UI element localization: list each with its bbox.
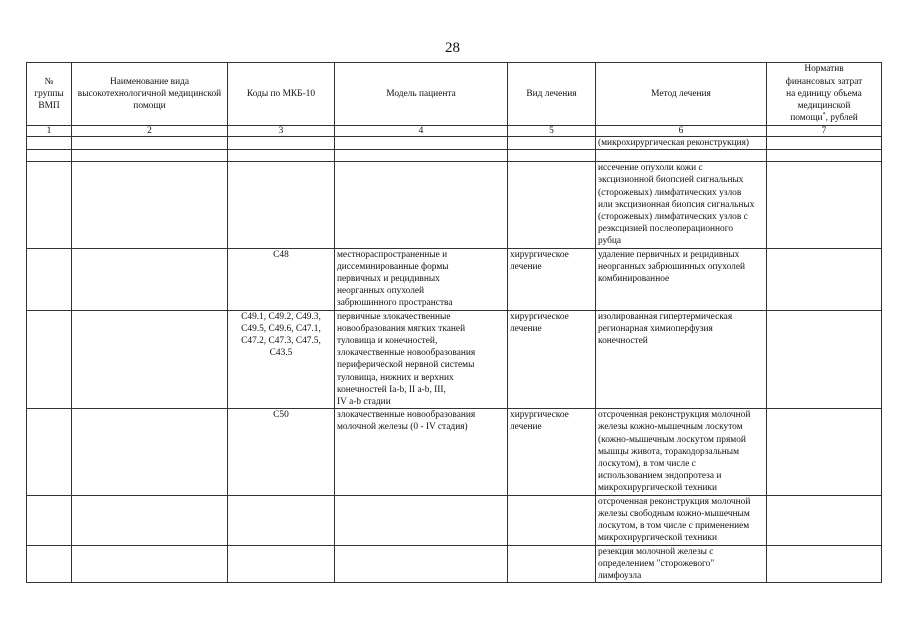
cell-group-number — [27, 150, 72, 162]
header-treatment-type: Вид лечения — [508, 63, 596, 126]
header-group-number: № группы ВМП — [27, 63, 72, 126]
cell-icd-codes — [228, 162, 335, 248]
cell-care-type — [72, 248, 228, 310]
cell-treatment-method — [596, 150, 767, 162]
cell-group-number — [27, 310, 72, 409]
header-care-type: Наименование вида высокотехнологичной медицинской помощи — [72, 63, 228, 126]
cell-patient-model: местнораспространенные и диссеминированные формы первичных и рецидивных неорганных опухолей забрюшинного пространства — [335, 248, 508, 310]
treatment-methods-table — [26, 62, 882, 583]
column-number: 4 — [335, 126, 508, 137]
cell-care-type — [72, 310, 228, 409]
table-row — [27, 162, 882, 248]
cell-cost-standard — [767, 150, 882, 162]
cell-icd-codes: C50 — [228, 409, 335, 495]
cell-icd-codes — [228, 495, 335, 545]
cell-group-number — [27, 248, 72, 310]
header-cost-standard — [767, 63, 882, 126]
page-number: 28 — [445, 40, 460, 56]
cell-treatment-type: хирургическое лечение — [508, 248, 596, 310]
cell-treatment-method: отсроченная реконструкция молочной железы кожно-мышечным лоскутом (кожно-мышечным лоскутом прямой мышцы живота, торакодорзальным лоскутом), в том числе с использованием эндопротеза и микрохирургической техники — [596, 409, 767, 495]
column-number: 1 — [27, 126, 72, 137]
cell-cost-standard — [767, 545, 882, 583]
cell-treatment-type — [508, 162, 596, 248]
table-row — [27, 545, 882, 583]
cell-treatment-method: отсроченная реконструкция молочной железы свободным кожно-мышечным лоскутом, в том числе с применением микрохирургической техники — [596, 495, 767, 545]
cell-treatment-type — [508, 495, 596, 545]
cell-patient-model — [335, 162, 508, 248]
cell-group-number — [27, 495, 72, 545]
header-icd-codes: Коды по МКБ-10 — [228, 63, 335, 126]
column-number: 3 — [228, 126, 335, 137]
column-number: 6 — [596, 126, 767, 137]
cell-patient-model: злокачественные новообразования молочной железы (0 - IV стадия) — [335, 409, 508, 495]
cell-group-number — [27, 162, 72, 248]
cell-cost-standard — [767, 409, 882, 495]
header-patient-model: Модель пациента — [335, 63, 508, 126]
cell-treatment-type — [508, 150, 596, 162]
cell-treatment-type — [508, 137, 596, 150]
table-row — [27, 310, 882, 409]
cell-treatment-type: хирургическое лечение — [508, 310, 596, 409]
header-cost-text: Норматив финансовых затрат на единицу объема медицинской помощи — [785, 64, 863, 124]
cell-icd-codes — [228, 545, 335, 583]
cell-icd-codes — [228, 150, 335, 162]
cell-patient-model — [335, 545, 508, 583]
cell-care-type — [72, 495, 228, 545]
cell-patient-model — [335, 150, 508, 162]
cell-treatment-method: удаление первичных и рецидивных неорганных забрюшинных опухолей комбинированное — [596, 248, 767, 310]
cell-cost-standard — [767, 495, 882, 545]
cell-patient-model — [335, 137, 508, 150]
header-row — [27, 63, 882, 126]
cell-care-type — [72, 150, 228, 162]
cell-patient-model: первичные злокачественные новообразования мягких тканей туловища и конечностей, злокачественные новообразования периферической нервной системы туловища, нижних и верхних конечностей Ia-b, II a-b, III, IV a-b стадии — [335, 310, 508, 409]
column-number: 5 — [508, 126, 596, 137]
cell-care-type — [72, 162, 228, 248]
header-cost-unit: , рублей — [825, 113, 858, 124]
cell-cost-standard — [767, 310, 882, 409]
header-treatment-method: Метод лечения — [596, 63, 767, 126]
cell-group-number — [27, 545, 72, 583]
cell-patient-model — [335, 495, 508, 545]
cell-treatment-type: хирургическое лечение — [508, 409, 596, 495]
cell-group-number — [27, 137, 72, 150]
cell-icd-codes — [228, 137, 335, 150]
cell-icd-codes: C49.1, C49.2, C49.3, C49.5, C49.6, C47.1, C47.2, C47.3, C47.5, C43.5 — [228, 310, 335, 409]
cell-icd-codes: C48 — [228, 248, 335, 310]
cell-care-type — [72, 137, 228, 150]
cell-treatment-type — [508, 545, 596, 583]
table-row — [27, 495, 882, 545]
column-number-row — [27, 126, 882, 137]
cell-group-number — [27, 409, 72, 495]
table-row — [27, 248, 882, 310]
cell-treatment-method: изолированная гипертермическая регионарная химиоперфузия конечностей — [596, 310, 767, 409]
footnote-mark: * — [822, 112, 826, 119]
cell-care-type — [72, 409, 228, 495]
cell-cost-standard — [767, 162, 882, 248]
table-row — [27, 409, 882, 495]
column-number: 7 — [767, 126, 882, 137]
cell-care-type — [72, 545, 228, 583]
cell-treatment-method: (микрохирургическая реконструкция) — [596, 137, 767, 150]
column-number: 2 — [72, 126, 228, 137]
table-row — [27, 150, 882, 162]
cell-treatment-method: резекция молочной железы с определением "сторожевого" лимфоузла — [596, 545, 767, 583]
cell-cost-standard — [767, 137, 882, 150]
cell-cost-standard — [767, 248, 882, 310]
table-row — [27, 137, 882, 150]
cell-treatment-method: иссечение опухоли кожи с эксцизионной биопсией сигнальных (сторожевых) лимфатических узлов или эксцизионная биопсия сигнальных (сторожевых) лимфатических узлов с реэксцизией послеоперационного рубца — [596, 162, 767, 248]
